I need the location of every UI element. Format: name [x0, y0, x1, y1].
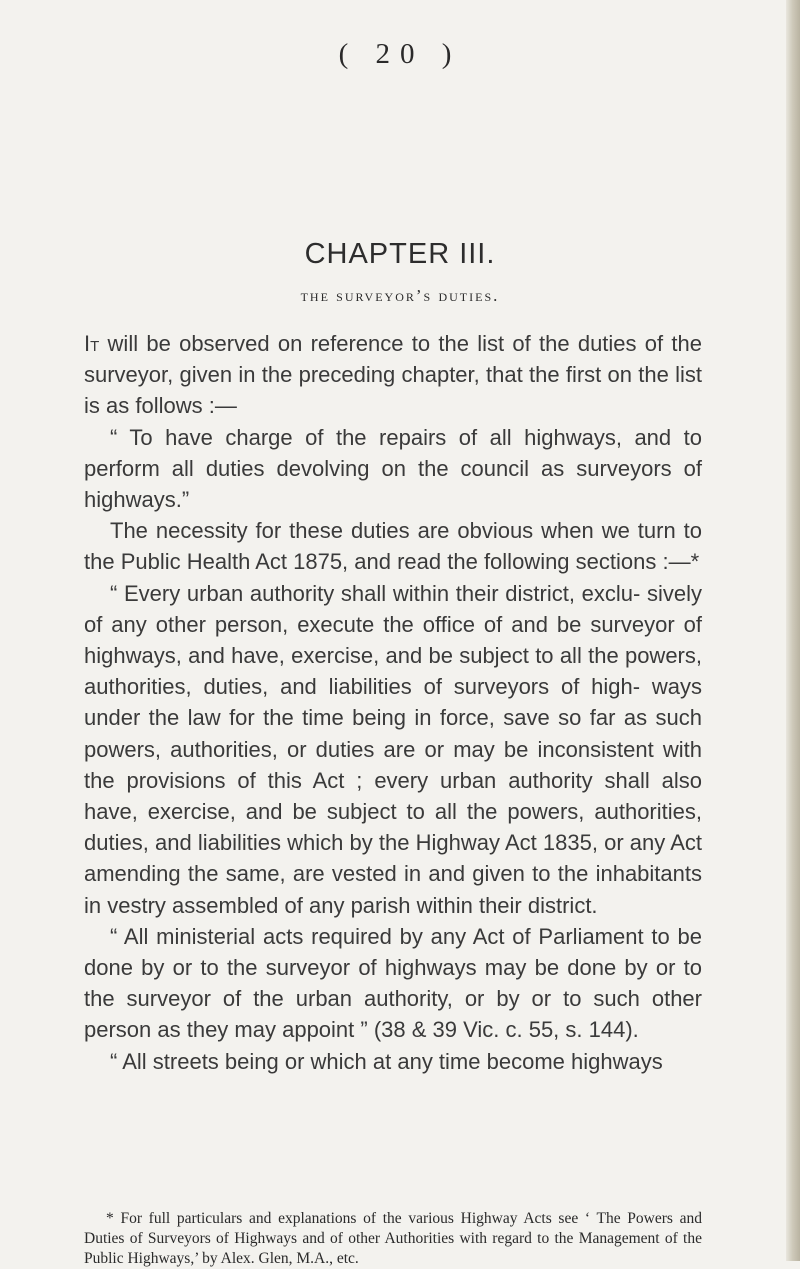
section-title: the surveyor’s duties.: [300, 286, 500, 305]
body-text: [84, 328, 702, 1077]
footnote: * For full particulars and explanations of the various Highway Acts see ‘ The Powers and Duties of Surveyors of Highways and of other Authorities with regard to the Management of the Public Highways,’ by Alex. Glen, M.A., etc.: [84, 1210, 702, 1267]
paragraph-lead-word: It: [84, 331, 100, 356]
paragraph: The necessity for these duties are obvious when we turn to the Public Health Act 1875, and read the following sections :—*: [84, 518, 702, 575]
paragraph: “ To have charge of the repairs of all highways, and to perform all duties devolving on the council as surveyors of highways.”: [84, 424, 702, 513]
paragraph: “ Every urban authority shall within their district, exclu- sively of any other person, execute the office of and be surveyor of highways, and have, exercise, and be subject to all the powers, authorities, duties, and liabilities of surveyors of high- ways under the law for the time being in force, save so far as such powers, authorities, or duties are or may be inconsistent with the provisions of this Act ; every urban authority shall also have, exercise, and be subject to all the powers, authorities, duties, and liabilities which by the Highway Act 1835, or any Act amending the same, are vested in and given to the inhabitants in vestry assembled of any parish within their district.: [84, 580, 702, 918]
chapter-heading: CHAPTER III.: [304, 238, 496, 270]
paragraph: [84, 328, 702, 422]
paragraph: “ All streets being or which at any time become highways: [110, 1048, 663, 1074]
paragraph-text: will be observed on reference to the list of the duties of the surveyor, given in the preceding chapter, that the first on the list is as follows :—: [84, 331, 702, 419]
paragraph: “ All ministerial acts required by any Act of Parliament to be done by or to the surveyor of highways may be done by or to the surveyor of the urban authority, or by or to such other person as they may appoint ” (38 & 39 Vic. c. 55, s. 144).: [84, 923, 702, 1043]
page-number: ( 20 ): [338, 38, 462, 70]
footnote-area: [84, 1209, 702, 1269]
page-edge: [786, 0, 800, 1261]
